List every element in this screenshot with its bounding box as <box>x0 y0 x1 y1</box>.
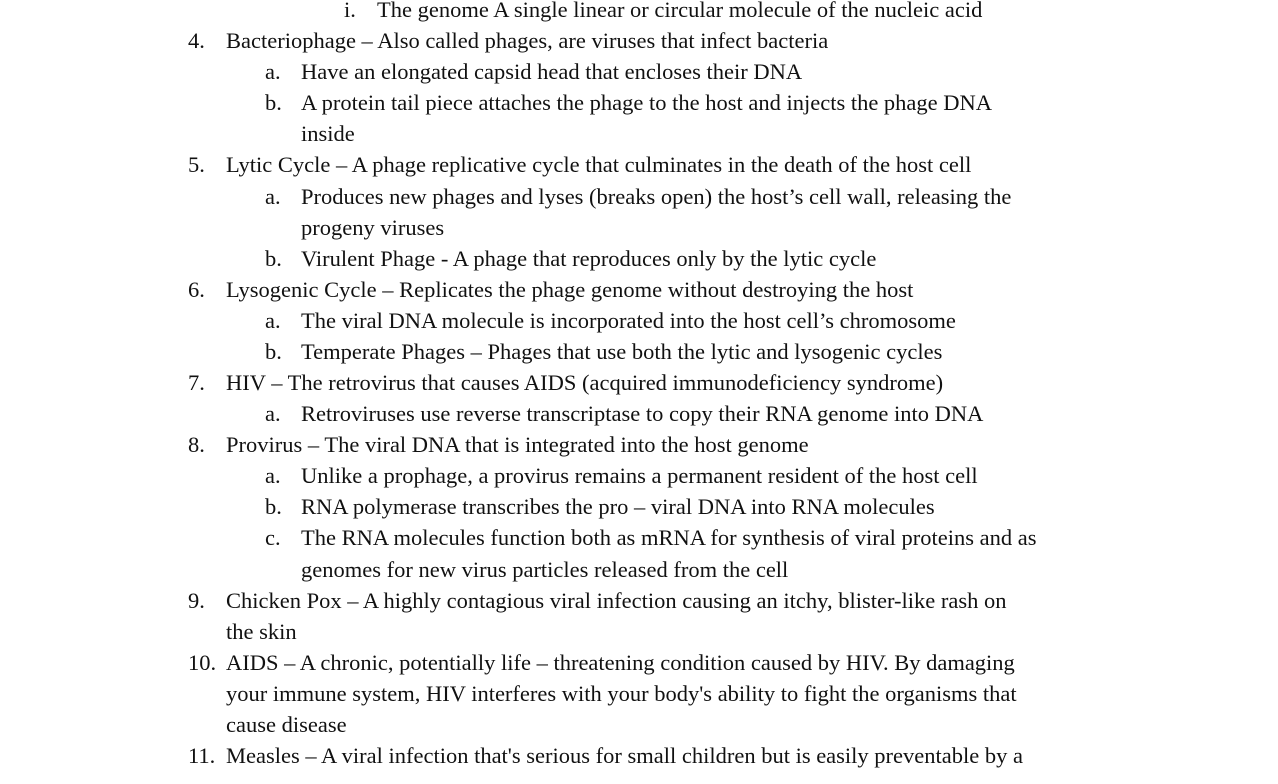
list-item-text: Retroviruses use reverse transcriptase to copy their RNA genome into DNA <box>301 401 984 426</box>
list-item-text: inside <box>301 121 355 146</box>
list-item-text: Bacteriophage – Also called phages, are viruses that infect bacteria <box>226 28 829 53</box>
list-item-text: Have an elongated capsid head that encloses their DNA <box>301 59 803 84</box>
list-marker: b. <box>265 246 282 271</box>
list-marker: 10. <box>188 650 217 675</box>
list-marker: a. <box>265 463 281 488</box>
list-marker: c. <box>265 525 281 550</box>
list-marker: 9. <box>188 588 205 613</box>
list-item-text: Lysogenic Cycle – Replicates the phage genome without destroying the host <box>226 277 914 302</box>
list-item-text: The genome A single linear or circular molecule of the nucleic acid <box>377 0 983 22</box>
list-item-text: AIDS – A chronic, potentially life – threatening condition caused by HIV. By damaging <box>226 650 1015 675</box>
list-marker: a. <box>265 401 281 426</box>
list-item-text: Produces new phages and lyses (breaks open) the host’s cell wall, releasing the <box>301 184 1012 209</box>
list-item-text: Measles – A viral infection that's serious for small children but is easily preventable by a <box>226 743 1023 768</box>
list-marker: b. <box>265 90 282 115</box>
list-item-text: Virulent Phage - A phage that reproduces only by the lytic cycle <box>301 246 877 271</box>
list-marker: 6. <box>188 277 205 302</box>
list-marker: a. <box>265 308 281 333</box>
list-item-text: Provirus – The viral DNA that is integrated into the host genome <box>226 432 809 457</box>
list-item-text: Chicken Pox – A highly contagious viral infection causing an itchy, blister-like rash on <box>226 588 1007 613</box>
list-item-text: The viral DNA molecule is incorporated into the host cell’s chromosome <box>301 308 956 333</box>
list-item-text: Unlike a prophage, a provirus remains a permanent resident of the host cell <box>301 463 978 488</box>
list-item-text: your immune system, HIV interferes with your body's ability to fight the organisms that <box>226 681 1017 706</box>
list-marker: b. <box>265 339 282 364</box>
list-marker: 5. <box>188 152 205 177</box>
list-marker: b. <box>265 494 282 519</box>
list-item-text: Lytic Cycle – A phage replicative cycle that culminates in the death of the host cell <box>226 152 972 177</box>
list-marker: 4. <box>188 28 205 53</box>
list-item-text: progeny viruses <box>301 215 445 240</box>
list-item-text: Temperate Phages – Phages that use both the lytic and lysogenic cycles <box>301 339 943 364</box>
list-marker: a. <box>265 184 281 209</box>
list-marker: 8. <box>188 432 205 457</box>
list-marker: 7. <box>188 370 205 395</box>
list-item-text: A protein tail piece attaches the phage to the host and injects the phage DNA <box>301 90 993 115</box>
list-item-text: genomes for new virus particles released from the cell <box>301 557 789 582</box>
list-item-text: The RNA molecules function both as mRNA for synthesis of viral proteins and as <box>301 525 1037 550</box>
list-marker: 11. <box>188 743 216 768</box>
list-item-text: HIV – The retrovirus that causes AIDS (acquired immunodeficiency syndrome) <box>226 370 944 395</box>
list-item-text: RNA polymerase transcribes the pro – viral DNA into RNA molecules <box>301 494 935 519</box>
list-marker: a. <box>265 59 281 84</box>
list-marker: i. <box>344 0 356 22</box>
list-item-text: the skin <box>226 619 297 644</box>
list-item-text: cause disease <box>226 712 347 737</box>
